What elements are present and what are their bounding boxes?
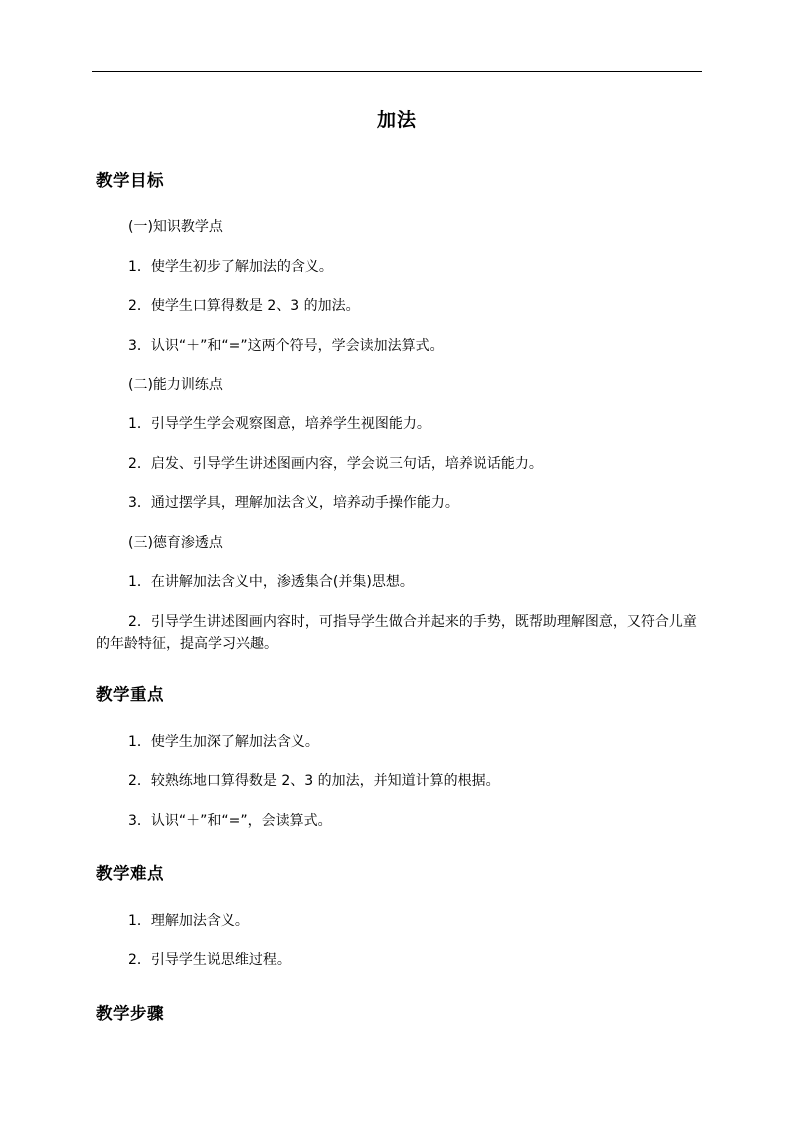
subheading-knowledge: (一)知识教学点 [128,219,223,235]
list-item: 3．认识“＋”和“=”这两个符号，学会读加法算式。 [128,338,444,354]
list-item: 1．使学生加深了解加法含义。 [128,734,319,750]
list-item: 3．认识“＋”和“=”，会读算式。 [128,813,332,829]
list-item: 1．使学生初步了解加法的含义。 [128,259,333,275]
list-item: 3．通过摆学具，理解加法含义，培养动手操作能力。 [128,495,459,511]
list-item: 2．引导学生说思维过程。 [128,952,291,968]
paragraph-text: 2．引导学生讲述图画内容时，可指导学生做合并起来的手势，既帮助理解图意，又符合儿童的年龄特征，提高学习兴趣。 [96,614,697,652]
header-rule [92,71,702,72]
section-heading-objectives: 教学目标 [96,171,164,190]
list-item: 2．启发、引导学生讲述图画内容，学会说三句话，培养说话能力。 [128,456,543,472]
list-item: 1．理解加法含义。 [128,913,249,929]
list-item: 2．使学生口算得数是 2、3 的加法。 [128,298,360,314]
section-heading-difficulties: 教学难点 [96,864,164,883]
subheading-moral: (三)德育渗透点 [128,535,223,551]
list-item: 2．较熟练地口算得数是 2、3 的加法，并知道计算的根据。 [128,773,500,789]
list-item-paragraph [96,611,702,655]
list-item: 1．在讲解加法含义中，渗透集合(并集)思想。 [128,574,414,590]
section-heading-steps: 教学步骤 [96,1004,164,1023]
document-title: 加法 [376,109,417,131]
section-heading-key-points: 教学重点 [96,685,164,704]
subheading-ability: (二)能力训练点 [128,377,223,393]
list-item: 1．引导学生学会观察图意，培养学生视图能力。 [128,416,431,432]
